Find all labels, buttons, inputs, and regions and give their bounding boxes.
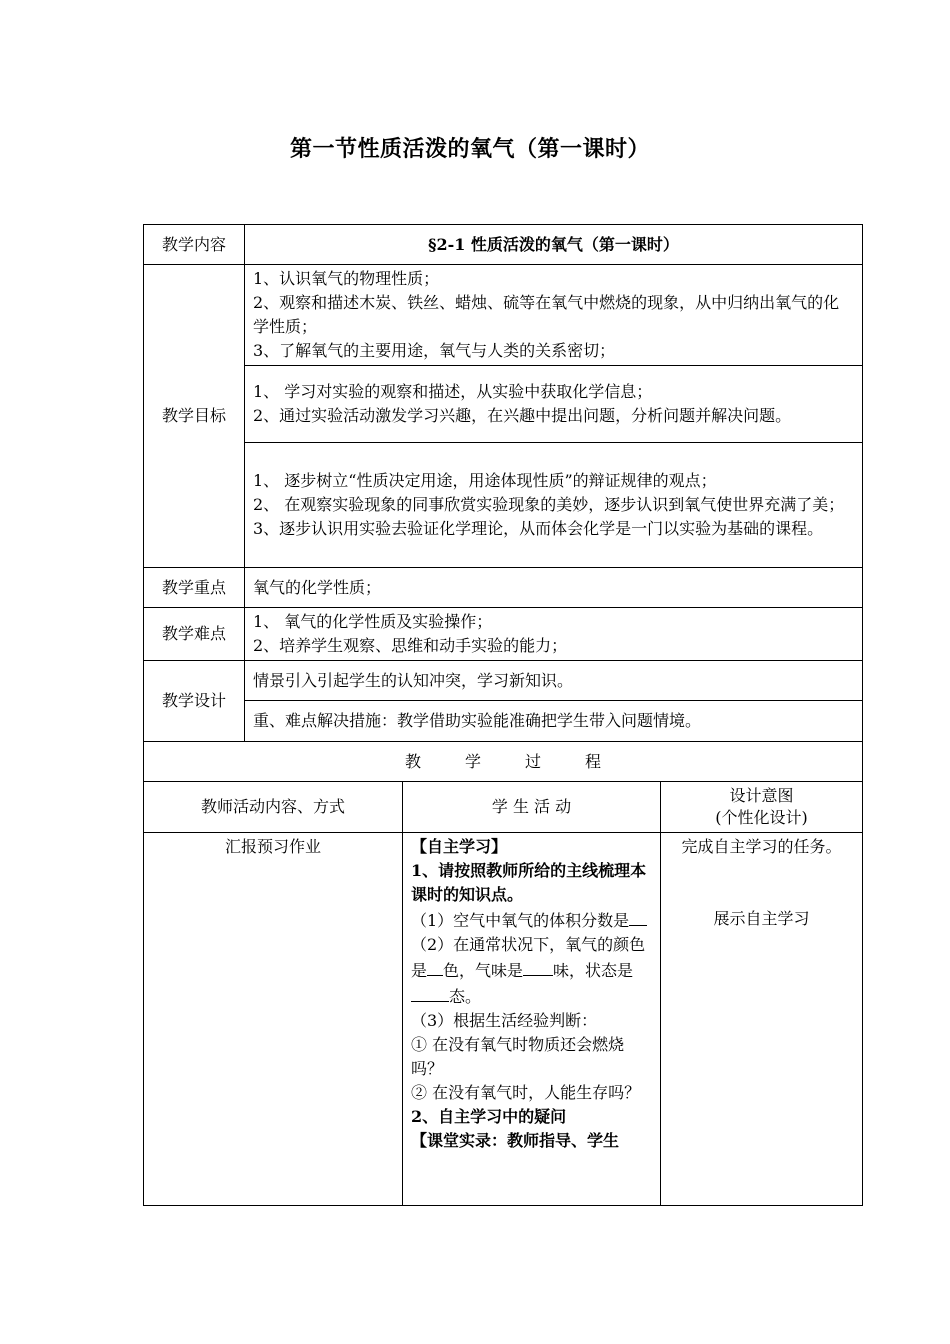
question-1: 1、请按照教师所给的主线梳理本课时的知识点。 — [411, 861, 647, 904]
question-2: 2、自主学习中的疑问 — [411, 1107, 567, 1126]
lesson-plan-table — [143, 224, 863, 1206]
design-line-1: 情景引入引起学生的认知冲突，学习新知识。 — [245, 661, 863, 701]
key-points-value: 氧气的化学性质； — [245, 568, 863, 608]
design-intent-a: 完成自主学习的任务。 — [681, 837, 842, 856]
process-heading — [144, 742, 863, 782]
goals-process — [245, 366, 863, 443]
goal-line: 1、 逐步树立“性质决定用途，用途体现性质”的辩证规律的观点； — [253, 471, 717, 490]
goal-line: 2、观察和描述木炭、铁丝、蜡烛、硫等在氧气中燃烧的现象，从中归纳出氧气的化学性质； — [253, 293, 840, 336]
design-label: 教学设计 — [144, 661, 245, 742]
key-points-label: 教学重点 — [144, 568, 245, 608]
content-value: §2-1 性质活泼的氧气（第一课时） — [245, 225, 863, 265]
sub-question-2: （2）在通常状况下，氧气的颜色是 色，气味是 味，状态是态。 — [411, 935, 646, 1006]
answer-blank — [523, 957, 553, 976]
sub-question-1: （1）空气中氧气的体积分数是 — [411, 907, 652, 933]
design-intent-cell — [661, 833, 863, 1206]
difficulty-line: 1、 氧气的化学性质及实验操作； — [253, 612, 493, 631]
goal-line: 2、通过实验活动激发学习兴趣，在兴趣中提出问题，分析问题并解决问题。 — [253, 406, 792, 425]
content-label: 教学内容 — [144, 225, 245, 265]
goals-label: 教学目标 — [144, 265, 245, 568]
answer-blank — [411, 983, 449, 1002]
self-study-heading: 【自主学习】 — [411, 837, 508, 856]
design-header-line: 设计意图 — [729, 786, 794, 805]
process-char: 程 — [585, 751, 602, 771]
sub-question-3b: ② 在没有氧气时，人能生存吗？ — [411, 1083, 641, 1102]
teacher-activity: 汇报预习作业 — [224, 837, 321, 856]
goal-line: 1、 学习对实验的观察和描述，从实验中获取化学信息； — [253, 382, 653, 401]
process-char: 教 — [404, 751, 421, 771]
student-column-header: 学 生 活 动 — [403, 782, 661, 833]
teacher-column-header: 教师活动内容、方式 — [144, 782, 403, 833]
goal-line: 3、了解氧气的主要用途，氧气与人类的关系密切； — [253, 341, 616, 360]
sub-question-3a: ① 在没有氧气时物质还会燃烧吗？ — [411, 1035, 625, 1078]
classroom-record: 【课堂实录：教师指导、学生 — [411, 1131, 620, 1150]
goal-line: 1、认识氧气的物理性质； — [253, 269, 440, 288]
goal-line: 3、逐步认识用实验去验证化学理论，从而体会化学是一门以实验为基础的课程。 — [253, 519, 824, 538]
design-line-2: 重、难点解决措施：教学借助实验能准确把学生带入问题情境。 — [245, 701, 863, 742]
answer-blank — [629, 907, 647, 926]
design-intent-b: 展示自主学习 — [713, 909, 810, 928]
sub-question-3: （3）根据生活经验判断： — [411, 1011, 598, 1030]
goals-knowledge — [245, 265, 863, 366]
goal-line: 2、 在观察实验现象的同事欣赏实验现象的美妙，逐步认识到氧气使世界充满了美； — [253, 495, 845, 514]
student-activity-cell — [403, 833, 661, 1206]
answer-blank — [427, 957, 443, 976]
difficulty-line: 2、培养学生观察、思维和动手实验的能力； — [253, 636, 568, 655]
goals-attitude — [245, 443, 863, 568]
difficulties-label: 教学难点 — [144, 608, 245, 661]
process-char: 学 — [464, 751, 481, 771]
difficulties-value — [245, 608, 863, 661]
page-title: 第一节性质活泼的氧气（第一课时） — [289, 137, 650, 162]
process-char: 过 — [525, 751, 542, 771]
design-column-header — [661, 782, 863, 833]
teacher-activity-cell — [144, 833, 403, 1206]
design-header-line: (个性化设计) — [715, 808, 808, 827]
